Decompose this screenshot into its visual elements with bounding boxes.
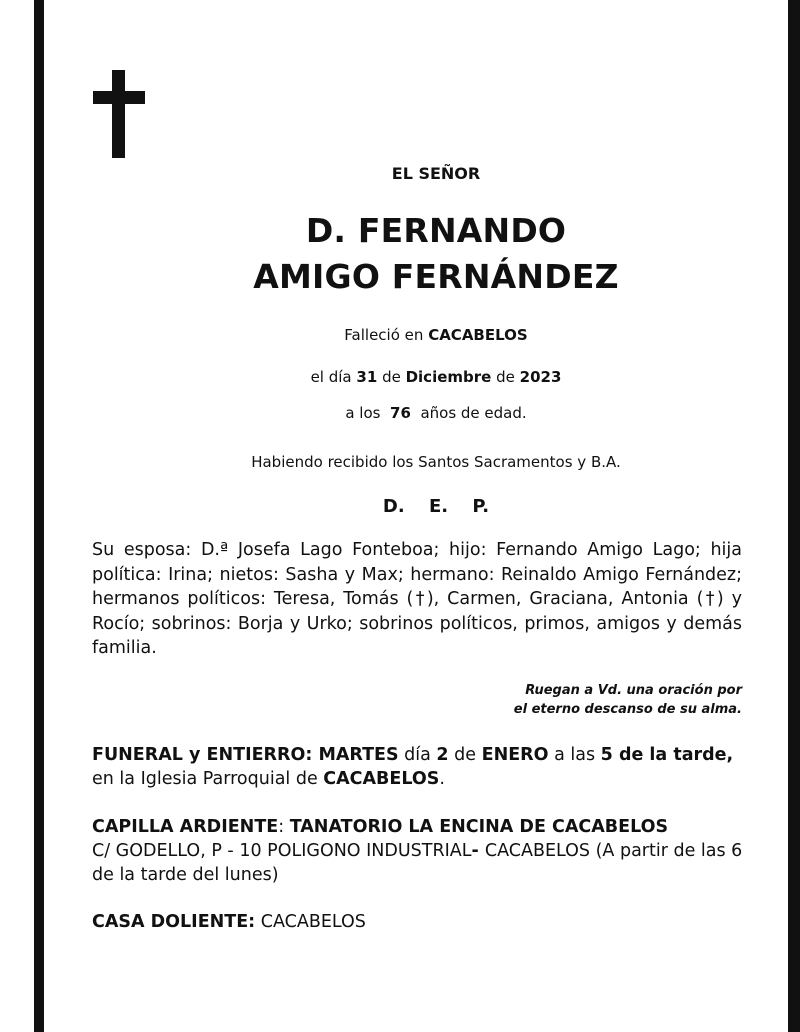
death-date-line: el día 31 de Diciembre de 2023	[310, 368, 562, 386]
death-place: CACABELOS	[428, 326, 528, 344]
header-title: EL SEÑOR	[391, 164, 481, 183]
cross-icon	[93, 70, 145, 158]
dep-line: D. E. P.	[382, 496, 490, 517]
death-month: Diciembre	[405, 368, 492, 386]
age-line: a los 76 años de edad.	[345, 404, 527, 422]
prayer-text: Ruegan a Vd. una oración por el eterno descanso de su alma.	[513, 683, 742, 717]
funeral-info: FUNERAL y ENTIERRO: MARTES día 2 de ENERO a las 5 de la tarde, en la Iglesia Parroquial de CACABELOS.	[92, 745, 734, 789]
page-border-left	[34, 0, 44, 1032]
death-place-line: Falleció en CACABELOS	[344, 326, 528, 344]
age: 76	[390, 404, 411, 422]
casa-info: CASA DOLIENTE: CACABELOS	[92, 912, 366, 932]
family-paragraph: Su esposa: D.ª Josefa Lago Fonteboa; hijo: Fernando Amigo Lago; hija política: Irina; nietos: Sasha y Max; hermano: Reinaldo Amigo Fernández; hermanos políticos: Teresa, Tomás (†), Carmen, Graciana, Antonia (†) y Rocío; sobrinos: Borja y Urko; sobrinos políticos, primos, amigos y demás familia.	[92, 540, 742, 658]
capilla-info: CAPILLA ARDIENTE: TANATORIO LA ENCINA DE CACABELOS C/ GODELLO, P - 10 POLIGONO INDUSTRIAL- CACABELOS (A partir de las 6 de la tarde del lunes)	[92, 817, 743, 885]
deceased-name	[130, 208, 742, 300]
page-border-right	[788, 0, 800, 1032]
death-year: 2023	[519, 368, 562, 386]
name-line-1: D. FERNANDO	[305, 211, 567, 250]
death-day: 31	[356, 368, 378, 386]
name-line-2: AMIGO FERNÁNDEZ	[253, 257, 619, 296]
sacraments-line: Habiendo recibido los Santos Sacramentos y B.A.	[251, 453, 621, 471]
